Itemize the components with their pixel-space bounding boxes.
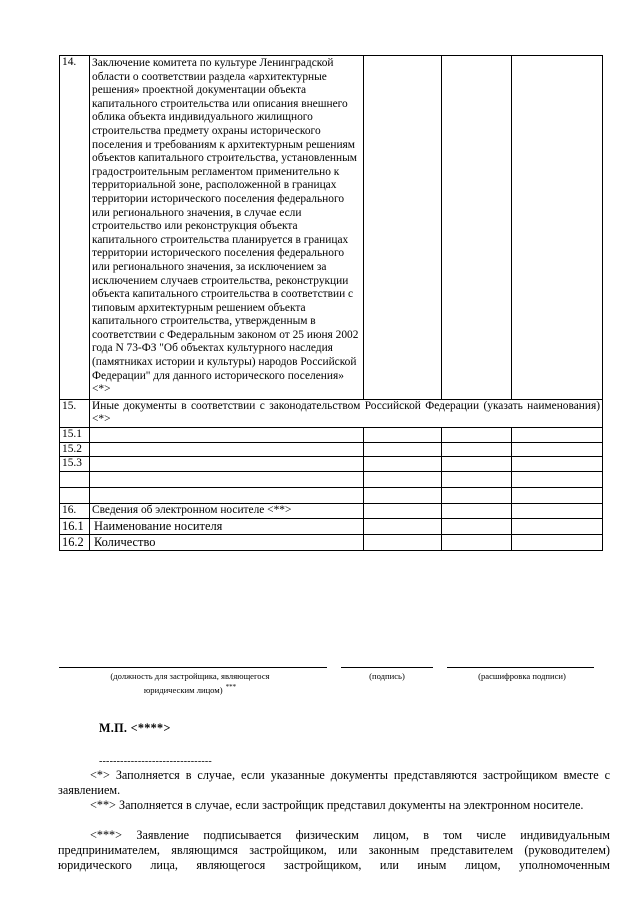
empty-cell — [90, 442, 364, 457]
row-description: Количество — [90, 534, 364, 550]
decoding-label: (расшифровка подписи) — [478, 671, 566, 681]
signature-label: (подпись) — [369, 671, 405, 681]
footnote-mark: *** — [225, 683, 237, 691]
empty-cell — [90, 487, 364, 503]
empty-cell — [442, 503, 512, 518]
empty-cell — [442, 442, 512, 457]
empty-cell — [364, 457, 442, 472]
empty-cell — [512, 428, 603, 443]
position-label-line2-wrap — [65, 682, 315, 696]
empty-cell — [512, 487, 603, 503]
empty-cell — [512, 518, 603, 534]
decoding-signature-line — [447, 667, 594, 668]
stamp-label: М.П. <****> — [99, 721, 171, 735]
row-description: Сведения об электронном носителе <**> — [90, 503, 364, 518]
row-number: 15.1 — [60, 428, 90, 443]
empty-cell — [364, 534, 442, 550]
empty-cell — [442, 457, 512, 472]
position-label — [65, 671, 315, 696]
table-row — [60, 503, 603, 518]
position-signature-line — [59, 667, 327, 668]
table-row — [60, 56, 603, 400]
empty-cell — [512, 56, 603, 400]
row-number: 15. — [60, 399, 90, 427]
empty-cell — [364, 487, 442, 503]
position-label-line1: (должность для застройщика, являющегося — [110, 671, 270, 681]
empty-cell — [442, 487, 512, 503]
row-number: 16.2 — [60, 534, 90, 550]
empty-cell — [90, 457, 364, 472]
empty-cell — [442, 56, 512, 400]
empty-cell — [364, 471, 442, 487]
footnote-3: <***> Заявление подписывается физическим лицом, в том числе индивидуальным предпринимателем, являющимся застройщиком, или законным представителем (руководителем) юридического лица, являющегося застройщиком, или иным лицом, уполномоченным — [58, 828, 610, 872]
empty-cell — [364, 503, 442, 518]
row-description: Наименование носителя — [90, 518, 364, 534]
table-row — [60, 487, 603, 503]
empty-cell — [512, 442, 603, 457]
table-row — [60, 399, 603, 427]
table-row — [60, 442, 603, 457]
row-description: Заключение комитета по культуре Ленинградской области о соответствии раздела «архитектурные решения» проектной документации объекта капитального строительства или описания внешнего облика объекта индивидуального жилищного строительства предмету охраны исторического поселения и требованиям к архитектурным решениям объектов капитального строительства, установленным градостроительным регламентом применительно к территориальной зоне, расположенной в границах территории исторического поселения федерального или регионального значения, в случае если строительство или реконструкция объекта капитального строительства планируется в границах территории исторического поселения федерального или регионального значения, за исключением за исключением случаев строительства, реконструкции объекта капитального строительства в соответствии с типовым архитектурным решением объекта капитального строительства, утвержденным в соответствии с Федеральным законом от 25 июня 2002 года N 73-ФЗ "Об объектах культурного наследия (памятниках истории и культуры) народов Российской Федерации" для данного исторического поселения» <*> — [90, 56, 364, 400]
empty-cell — [512, 534, 603, 550]
table-row — [60, 518, 603, 534]
empty-cell — [442, 534, 512, 550]
footnote-2: <**> Заполняется в случае, если застройщик представил документы на электронном носителе. — [90, 798, 584, 812]
position-label-line2: юридическим лицом) — [143, 684, 223, 695]
empty-cell — [60, 487, 90, 503]
empty-cell — [512, 471, 603, 487]
signature-line — [341, 667, 433, 668]
row-number: 15.3 — [60, 457, 90, 472]
table-row — [60, 534, 603, 550]
table-row — [60, 457, 603, 472]
row-number: 14. — [60, 56, 90, 400]
documents-table — [59, 55, 603, 551]
empty-cell — [364, 442, 442, 457]
empty-cell — [442, 428, 512, 443]
empty-cell — [512, 503, 603, 518]
empty-cell — [364, 428, 442, 443]
empty-cell — [512, 457, 603, 472]
table-row — [60, 471, 603, 487]
empty-cell — [90, 471, 364, 487]
footnote-1: <*> Заполняется в случае, если указанные документы представляются застройщиком вместе с заявлением. — [58, 768, 610, 797]
empty-cell — [364, 518, 442, 534]
row-number: 15.2 — [60, 442, 90, 457]
row-description: Иные документы в соответствии с законодательством Российской Федерации (указать наименования) <*> — [90, 399, 603, 427]
empty-cell — [60, 471, 90, 487]
row-number: 16.1 — [60, 518, 90, 534]
empty-cell — [364, 56, 442, 400]
empty-cell — [442, 518, 512, 534]
empty-cell — [90, 428, 364, 443]
empty-cell — [442, 471, 512, 487]
row-number: 16. — [60, 503, 90, 518]
footnote-separator: -------------------------------- — [99, 756, 212, 767]
table-row — [60, 428, 603, 443]
